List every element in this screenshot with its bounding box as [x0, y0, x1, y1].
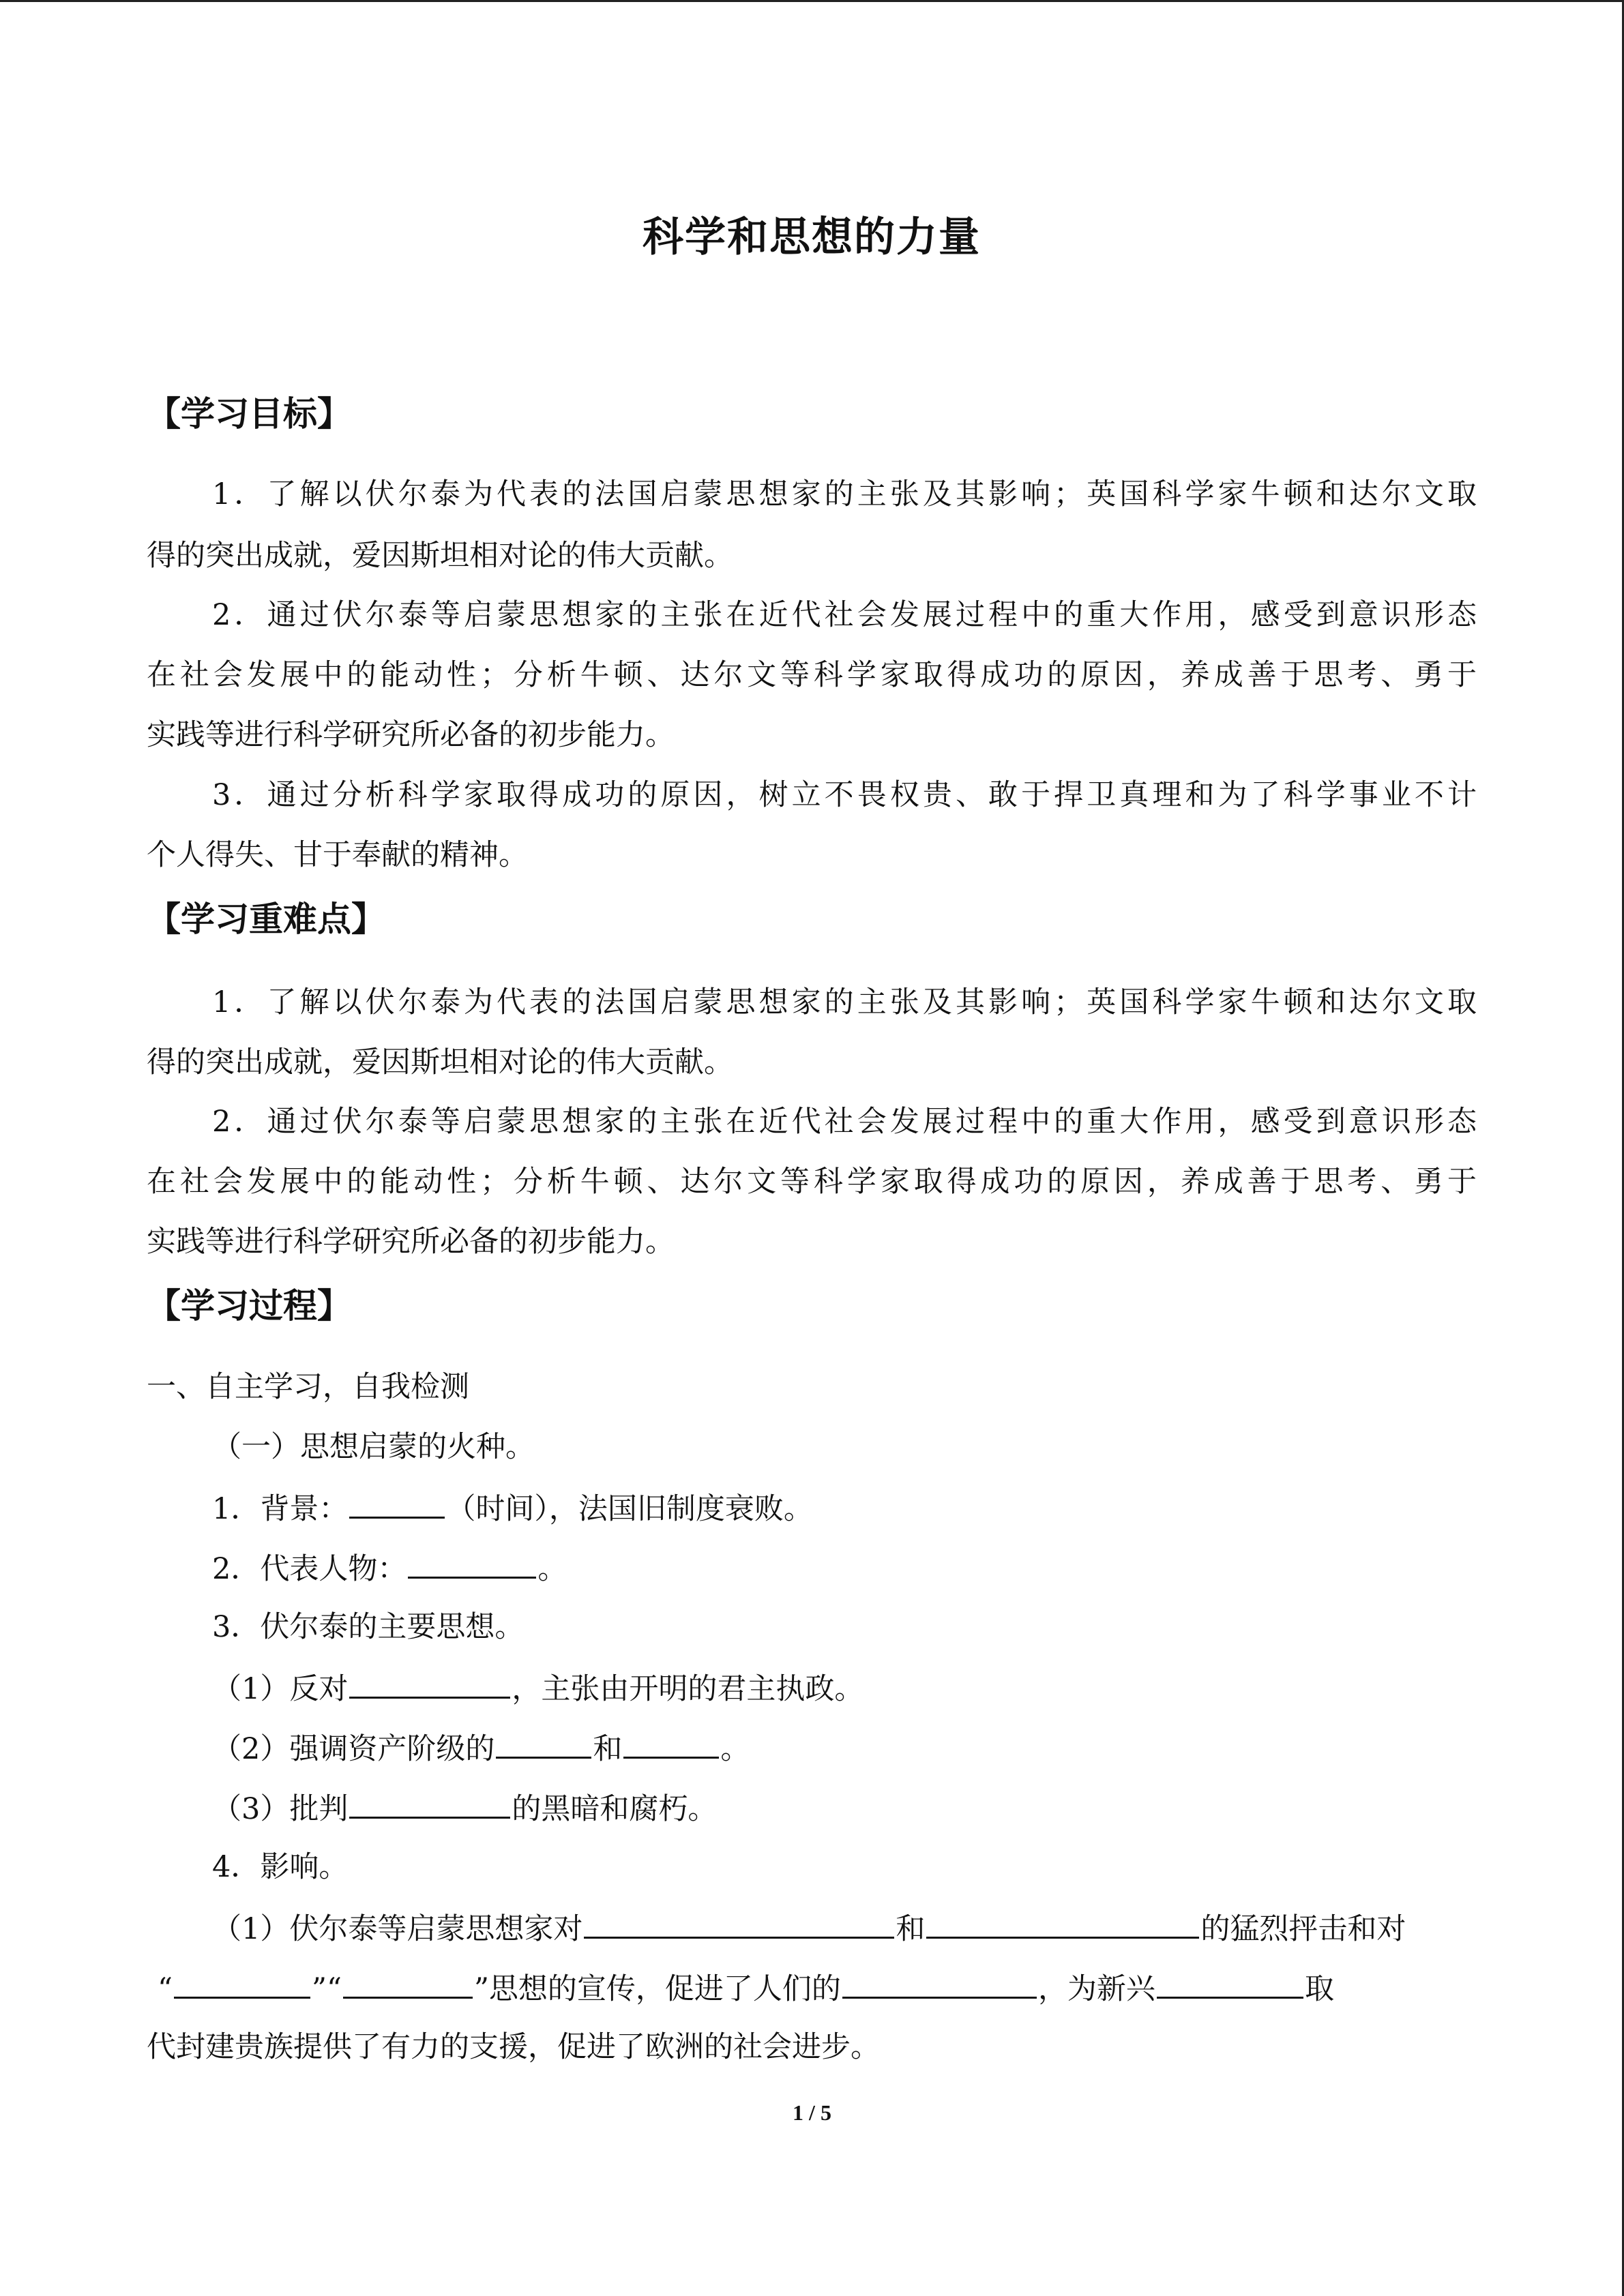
part-1-title: 一、自主学习，自我检测 [147, 1370, 469, 1404]
ideas-title: 3．伏尔泰的主要思想。 [212, 1610, 525, 1644]
blank-awakening[interactable] [842, 1967, 1037, 1999]
sub-1-title: （一）思想启蒙的火种。 [212, 1430, 535, 1464]
goal-3-line-2: 个人得失、甘于奉献的精神。 [147, 838, 528, 872]
idea-2-and: 和 [593, 1732, 623, 1766]
background-suffix: （时间），法国旧制度衰败。 [446, 1492, 813, 1526]
representative-label: 2．代表人物： [212, 1552, 407, 1586]
idea-2-label: （2）强调资产阶级的 [212, 1732, 495, 1766]
impact-1-label: （1）伏尔泰等启蒙思想家对 [212, 1912, 583, 1946]
blank-idea-1[interactable] [174, 1967, 310, 1999]
page-top-border [0, 0, 1624, 2]
key-1-line-1: 1．了解以伏尔泰为代表的法国启蒙思想家的主张及其影响；英国科学家牛顿和达尔文取 [212, 985, 1477, 1019]
idea-3-label: （3）批判 [212, 1792, 349, 1826]
idea-1-line [212, 1667, 863, 1710]
blank-idea-2[interactable] [343, 1967, 473, 1999]
goal-3-line-1: 3．通过分析科学家取得成功的原因，树立不畏权贵、敢于捍卫真理和为了科学事业不计 [212, 778, 1477, 812]
impact-quote-mid: ”“ [311, 1972, 342, 2006]
impact-1-line-1 [212, 1907, 1406, 1950]
key-points-heading: 【学习重难点】 [147, 899, 385, 939]
blank-attack-1[interactable] [584, 1907, 894, 1939]
blank-bourgeois-1[interactable] [496, 1727, 591, 1759]
blank-oppose[interactable] [349, 1667, 510, 1699]
idea-3-suffix: 的黑暗和腐朽。 [512, 1792, 718, 1826]
key-1-line-2: 得的突出成就，爱因斯坦相对论的伟大贡献。 [147, 1045, 733, 1079]
key-2-line-1: 2．通过伏尔泰等启蒙思想家的主张在近代社会发展过程中的重大作用，感受到意识形态 [212, 1105, 1477, 1139]
background-label: 1．背景： [212, 1492, 349, 1526]
impact-quote-open: “ [158, 1972, 173, 2006]
page-title: 科学和思想的力量 [643, 213, 981, 261]
key-2-line-2: 在社会发展中的能动性；分析牛顿、达尔文等科学家取得成功的原因，养成善于思考、勇于 [147, 1165, 1477, 1199]
goal-2-line-2: 在社会发展中的能动性；分析牛顿、达尔文等科学家取得成功的原因，养成善于思考、勇于 [147, 658, 1477, 692]
representative-line [212, 1547, 567, 1590]
blank-representative[interactable] [408, 1547, 536, 1579]
blank-bourgeois-2[interactable] [623, 1727, 719, 1759]
idea-3-line [212, 1787, 717, 1830]
idea-1-label: （1）反对 [212, 1672, 349, 1706]
page-number: 1 / 5 [793, 2100, 831, 2125]
representative-suffix: 。 [537, 1552, 567, 1586]
impact-1-and: 和 [896, 1912, 926, 1946]
idea-2-suffix: 。 [720, 1732, 750, 1766]
goal-2-line-1: 2．通过伏尔泰等启蒙思想家的主张在近代社会发展过程中的重大作用，感受到意识形态 [212, 598, 1477, 632]
blank-class[interactable] [1157, 1967, 1303, 1999]
goal-2-line-3: 实践等进行科学研究所必备的初步能力。 [147, 718, 675, 752]
goal-1-line-1: 1．了解以伏尔泰为代表的法国启蒙思想家的主张及其影响；英国科学家牛顿和达尔文取 [212, 477, 1477, 511]
goal-1-line-2: 得的突出成就，爱因斯坦相对论的伟大贡献。 [147, 539, 733, 573]
impact-1-line-2 [158, 1967, 1334, 2010]
idea-2-line [212, 1727, 750, 1770]
impact-replace: 取 [1304, 1972, 1334, 2006]
blank-attack-2[interactable] [926, 1907, 1199, 1939]
blank-time[interactable] [349, 1487, 445, 1519]
background-line [212, 1487, 813, 1530]
goals-heading: 【学习目标】 [147, 394, 351, 434]
blank-criticize[interactable] [349, 1787, 510, 1819]
process-heading: 【学习过程】 [147, 1286, 351, 1326]
impact-1-line-3: 代封建贵族提供了有力的支援，促进了欧洲的社会进步。 [147, 2030, 880, 2064]
impact-1-suffix: 的猛烈抨击和对 [1200, 1912, 1406, 1946]
impact-promote: ”思想的宣传，促进了人们的 [473, 1972, 841, 2006]
idea-1-suffix: ，主张由开明的君主执政。 [512, 1672, 864, 1706]
impact-title: 4．影响。 [212, 1850, 349, 1884]
key-2-line-3: 实践等进行科学研究所必备的初步能力。 [147, 1225, 675, 1259]
impact-emerging: ，为新兴 [1037, 1972, 1155, 2006]
